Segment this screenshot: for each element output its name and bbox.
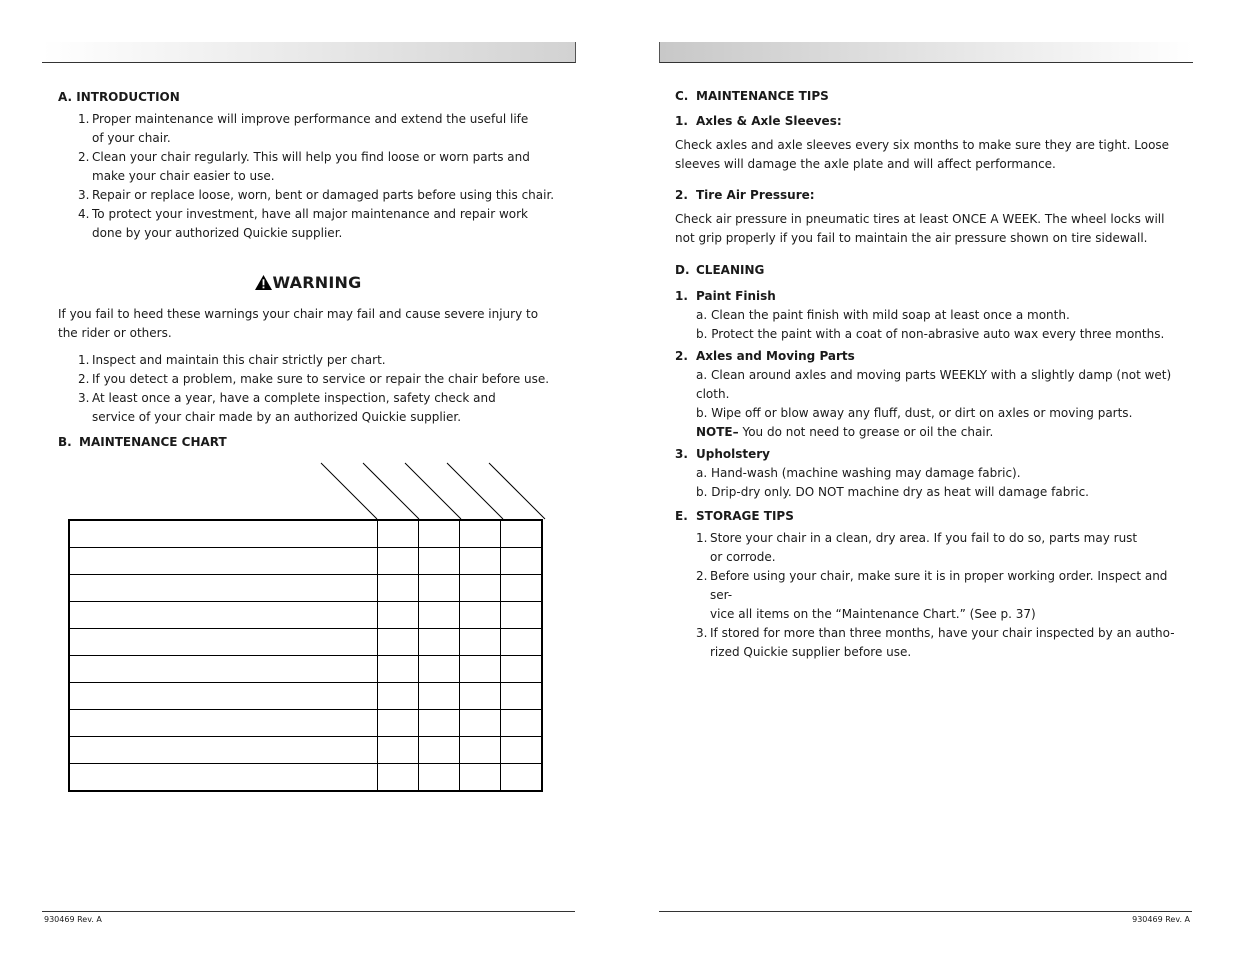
chart-check-cell xyxy=(501,683,543,710)
chart-check-cell xyxy=(460,656,501,683)
cleaning-line: a. Clean the paint finish with mild soap at least once a month. xyxy=(696,308,1070,322)
cleaning-section-lines xyxy=(675,464,1180,502)
cleaning-section-lines xyxy=(675,306,1180,344)
chart-check-cell xyxy=(501,629,543,656)
list-item: 3. If stored for more than three months, have your chair inspected by an autho- rized Quickie supplier before use. xyxy=(696,626,1175,659)
chart-check-cell xyxy=(419,629,460,656)
chart-check-cell xyxy=(378,764,419,792)
chart-check-cell xyxy=(419,656,460,683)
chart-check-cell xyxy=(419,710,460,737)
chart-check-cell xyxy=(419,520,460,548)
chart-heading: B. MAINTENANCE CHART xyxy=(58,435,227,449)
table-row xyxy=(69,710,542,737)
chart-check-cell xyxy=(460,764,501,792)
cleaning-line: b. Wipe off or blow away any fluff, dust, or dirt on axles or moving parts. xyxy=(696,406,1133,420)
footer-rule xyxy=(659,911,1192,912)
tips-section-title: 1. Axles & Axle Sleeves: xyxy=(675,114,842,128)
chart-check-cell xyxy=(378,575,419,602)
chart-check-cell xyxy=(460,737,501,764)
cleaning-section-title: 3. Upholstery xyxy=(675,447,770,461)
list-item: 1. Store your chair in a clean, dry area. If you fail to do so, parts may rust or corrode. xyxy=(696,531,1138,564)
chart-item-cell xyxy=(69,520,378,548)
chart-check-cell xyxy=(378,656,419,683)
maintenance-chart xyxy=(68,519,543,792)
chart-column-diagonals xyxy=(0,0,617,530)
chart-check-cell xyxy=(501,575,543,602)
chart-check-cell xyxy=(419,683,460,710)
chart-item-cell xyxy=(69,602,378,629)
list-item: 2. Clean your chair regularly. This will help you find loose or worn parts and make your chair easier to use. xyxy=(78,150,530,183)
cleaning-line: a. Clean around axles and moving parts WEEKLY with a slightly damp (not wet) cloth. xyxy=(696,368,1172,401)
table-row xyxy=(69,520,542,548)
chart-check-cell xyxy=(419,575,460,602)
left-page xyxy=(0,0,617,954)
chart-item-cell xyxy=(69,575,378,602)
footer-doc-number: 930469 Rev. A xyxy=(1132,915,1190,924)
chart-check-cell xyxy=(460,683,501,710)
table-row xyxy=(69,575,542,602)
table-row xyxy=(69,602,542,629)
chart-check-cell xyxy=(378,629,419,656)
tips-section-title: 2. Tire Air Pressure: xyxy=(675,188,815,202)
intro-heading: A. INTRODUCTION xyxy=(58,90,180,104)
storage-list xyxy=(675,529,1180,662)
cleaning-section-lines xyxy=(675,366,1180,442)
chart-check-cell xyxy=(501,602,543,629)
chart-check-cell xyxy=(460,575,501,602)
list-item: 1. Proper maintenance will improve performance and extend the useful life of your chair. xyxy=(78,112,529,145)
chart-check-cell xyxy=(378,602,419,629)
cleaning-heading: D. CLEANING xyxy=(675,263,765,277)
chart-item-cell xyxy=(69,629,378,656)
footer-doc-number: 930469 Rev. A xyxy=(44,915,102,924)
chart-check-cell xyxy=(378,710,419,737)
tips-heading: C. MAINTENANCE TIPS xyxy=(675,89,829,103)
table-row xyxy=(69,548,542,575)
chart-check-cell xyxy=(419,548,460,575)
storage-heading: E. STORAGE TIPS xyxy=(675,509,794,523)
chart-check-cell xyxy=(501,710,543,737)
chart-check-cell xyxy=(419,737,460,764)
chart-check-cell xyxy=(460,602,501,629)
chart-check-cell xyxy=(378,737,419,764)
chart-check-cell xyxy=(460,710,501,737)
header-bar xyxy=(659,42,1193,63)
list-item: 3. At least once a year, have a complete inspection, safety check and service of your chair made by an authorized Quickie supplier. xyxy=(78,391,496,424)
footer-rule xyxy=(42,911,575,912)
cleaning-section-title: 2. Axles and Moving Parts xyxy=(675,349,855,363)
chart-item-cell xyxy=(69,656,378,683)
tips-section-body: Check axles and axle sleeves every six months to make sure they are tight. Loose sleeves will damage the axle plate and will affect performance. xyxy=(675,138,1170,171)
chart-check-cell xyxy=(460,629,501,656)
list-item: 2. Before using your chair, make sure it is in proper working order. Inspect and ser- vice all items on the “Maintenance Chart.” (See p. 37) xyxy=(696,569,1168,621)
chart-check-cell xyxy=(419,764,460,792)
table-row xyxy=(69,629,542,656)
tips-section-body: Check air pressure in pneumatic tires at least ONCE A WEEK. The wheel locks will not grip properly if you fail to maintain the air pressure shown on tire sidewall. xyxy=(675,212,1165,245)
right-page xyxy=(618,0,1235,954)
warning-intro: If you fail to heed these warnings your chair may fail and cause severe injury to the rider or others. xyxy=(58,307,539,340)
right-content xyxy=(675,87,1180,662)
list-item: 2. If you detect a problem, make sure to service or repair the chair before use. xyxy=(78,372,550,386)
chart-item-cell xyxy=(69,764,378,792)
chart-item-cell xyxy=(69,710,378,737)
chart-check-cell xyxy=(501,737,543,764)
cleaning-section-title: 1. Paint Finish xyxy=(675,289,776,303)
cleaning-note: NOTE– You do not need to grease or oil the chair. xyxy=(696,425,994,439)
warning-title: WARNING xyxy=(272,273,362,292)
list-item: 3. Repair or replace loose, worn, bent or damaged parts before using this chair. xyxy=(78,188,555,202)
table-row xyxy=(69,764,542,792)
cleaning-line: a. Hand-wash (machine washing may damage fabric). xyxy=(696,466,1021,480)
list-item: 1. Inspect and maintain this chair strictly per chart. xyxy=(78,353,386,367)
chart-check-cell xyxy=(419,602,460,629)
chart-check-cell xyxy=(501,656,543,683)
table-row xyxy=(69,656,542,683)
chart-check-cell xyxy=(501,520,543,548)
chart-item-cell xyxy=(69,548,378,575)
chart-check-cell xyxy=(378,683,419,710)
cleaning-line: b. Drip-dry only. DO NOT machine dry as heat will damage fabric. xyxy=(696,485,1089,499)
chart-check-cell xyxy=(378,520,419,548)
cleaning-line: b. Protect the paint with a coat of non-abrasive auto wax every three months. xyxy=(696,327,1165,341)
chart-check-cell xyxy=(460,520,501,548)
chart-check-cell xyxy=(501,764,543,792)
chart-check-cell xyxy=(378,548,419,575)
chart-check-cell xyxy=(460,548,501,575)
chart-check-cell xyxy=(501,548,543,575)
list-item: 4. To protect your investment, have all major maintenance and repair work done by your authorized Quickie supplier. xyxy=(78,207,528,240)
chart-item-cell xyxy=(69,683,378,710)
table-row xyxy=(69,683,542,710)
table-row xyxy=(69,737,542,764)
chart-item-cell xyxy=(69,737,378,764)
